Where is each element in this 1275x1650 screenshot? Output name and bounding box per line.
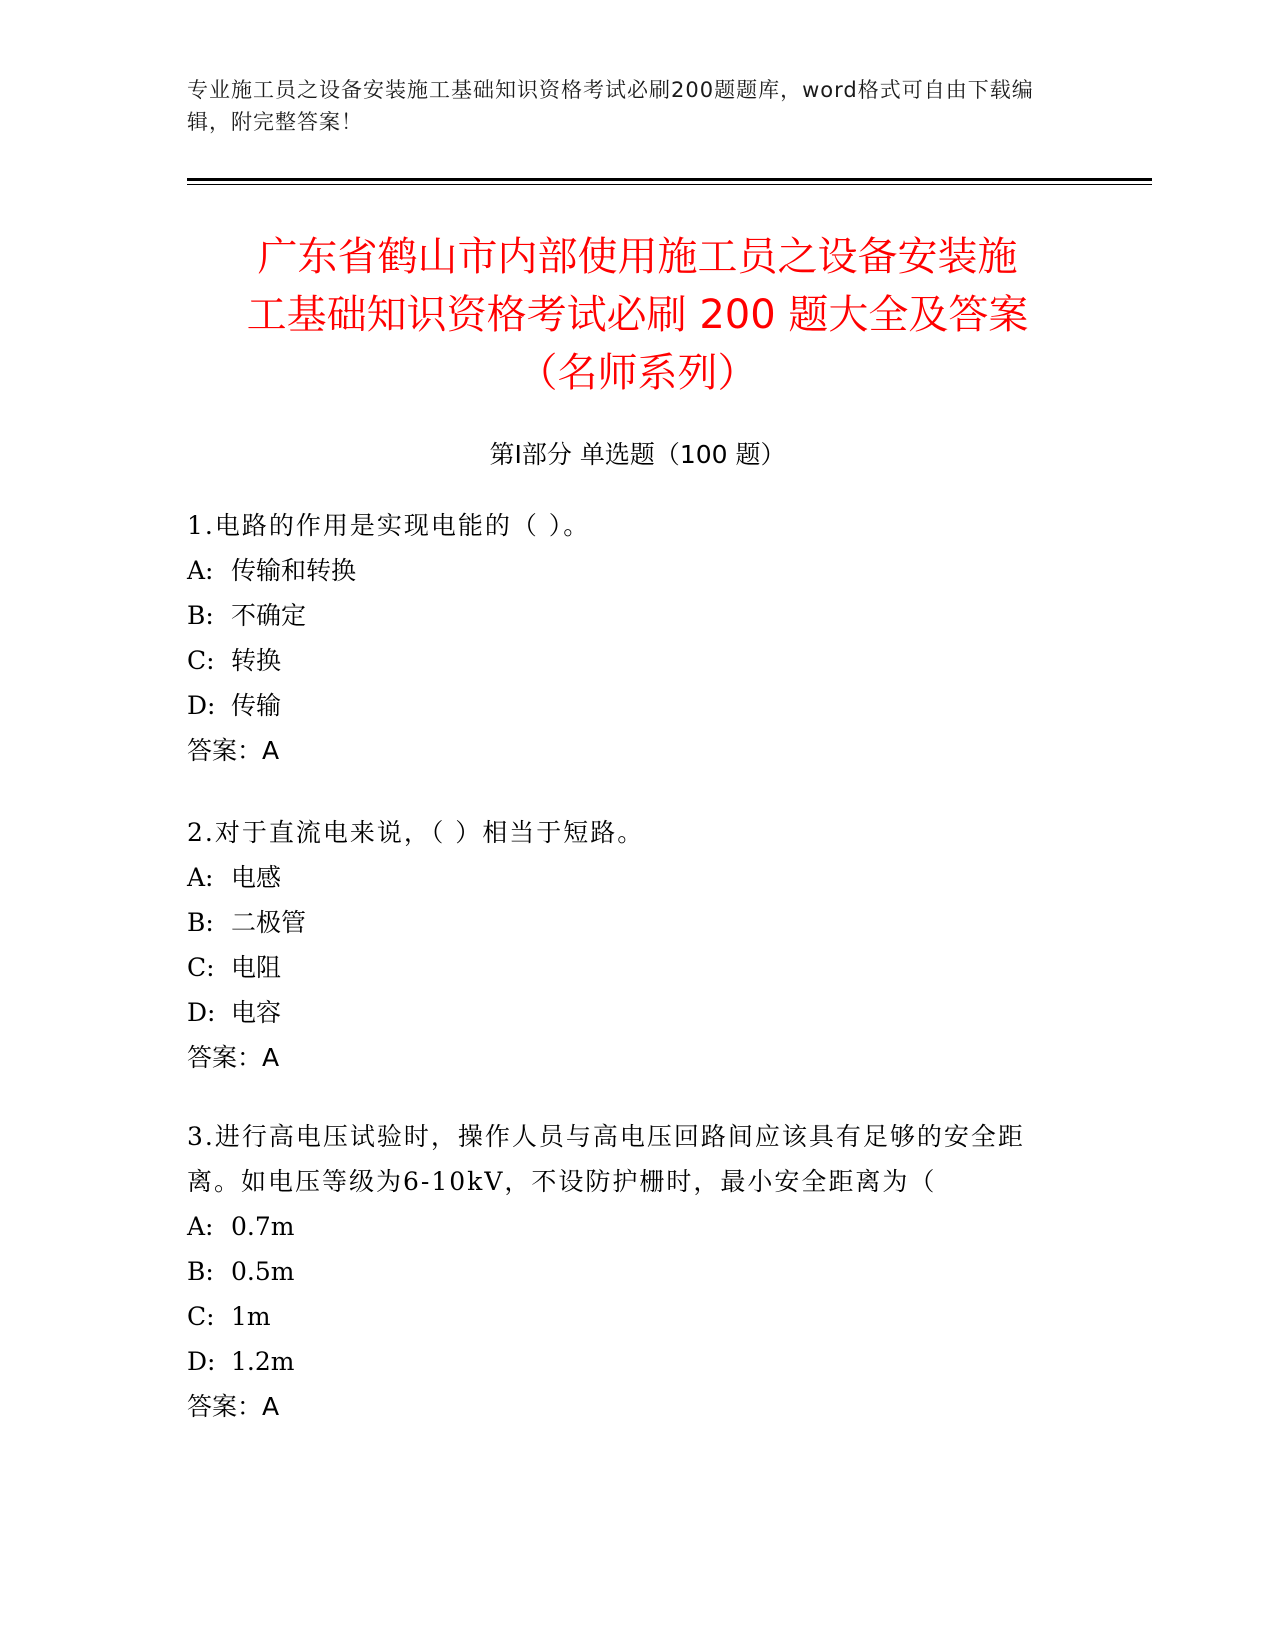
header-rule-thin <box>187 184 1152 185</box>
document-title <box>140 228 1135 402</box>
answer: 答案：A <box>187 1043 280 1072</box>
option-text: 0.5m <box>231 1257 295 1286</box>
option-text: 0.7m <box>231 1212 295 1241</box>
option-letter: B: <box>187 1257 214 1286</box>
header-note: 专业施工员之设备安装施工基础知识资格考试必刷200题题库，word格式可自由下载编辑，附完整答案！ <box>187 78 1034 134</box>
option-a <box>187 1204 1067 1249</box>
option-letter: B: <box>187 601 214 630</box>
option-text: 二极管 <box>231 908 307 937</box>
answer: 答案：A <box>187 736 280 765</box>
option-letter: B: <box>187 908 214 937</box>
option-b <box>187 593 1087 638</box>
option-text: 传输 <box>231 691 282 720</box>
question-stem: 1.电路的作用是实现电能的（ ）。 <box>187 511 591 540</box>
option-c <box>187 638 1087 683</box>
option-text: 转换 <box>231 646 282 675</box>
question-2 <box>187 810 1087 1080</box>
question-3 <box>187 1114 1067 1429</box>
question-stem: 3.进行高电压试验时，操作人员与高电压回路间应该具有足够的安全距离。如电压等级为6-10kV，不设防护栅时，最小安全距离为（ <box>187 1122 1025 1196</box>
header-rule-thick <box>187 178 1152 181</box>
option-text: 1.2m <box>231 1347 295 1376</box>
option-letter: A: <box>187 863 214 892</box>
option-text: 电感 <box>231 863 282 892</box>
option-b <box>187 900 1087 945</box>
title-line: 广东省鹤山市内部使用施工员之设备安装施 <box>257 234 1018 280</box>
option-letter: D: <box>187 691 216 720</box>
option-text: 1m <box>231 1302 271 1331</box>
option-text: 传输和转换 <box>231 556 357 585</box>
option-a <box>187 855 1087 900</box>
option-d <box>187 1339 1067 1384</box>
option-d <box>187 683 1087 728</box>
option-b <box>187 1249 1067 1294</box>
option-letter: A: <box>187 556 214 585</box>
option-a <box>187 548 1087 593</box>
question-1 <box>187 503 1087 773</box>
option-d <box>187 990 1087 1035</box>
option-c <box>187 945 1087 990</box>
option-text: 电阻 <box>231 953 282 982</box>
option-letter: D: <box>187 1347 216 1376</box>
title-line: 工基础知识资格考试必刷 200 题大全及答案 <box>246 292 1029 338</box>
option-letter: C: <box>187 1302 215 1331</box>
question-stem: 2.对于直流电来说，（ ）相当于短路。 <box>187 818 645 847</box>
option-letter: A: <box>187 1212 214 1241</box>
title-line: （名师系列） <box>517 350 758 396</box>
option-text: 不确定 <box>231 601 307 630</box>
option-text: 电容 <box>231 998 282 1027</box>
option-letter: C: <box>187 646 215 675</box>
answer: 答案：A <box>187 1392 280 1421</box>
option-c <box>187 1294 1067 1339</box>
section-title: 第Ⅰ部分 单选题（100 题） <box>489 440 786 469</box>
option-letter: C: <box>187 953 215 982</box>
option-letter: D: <box>187 998 216 1027</box>
